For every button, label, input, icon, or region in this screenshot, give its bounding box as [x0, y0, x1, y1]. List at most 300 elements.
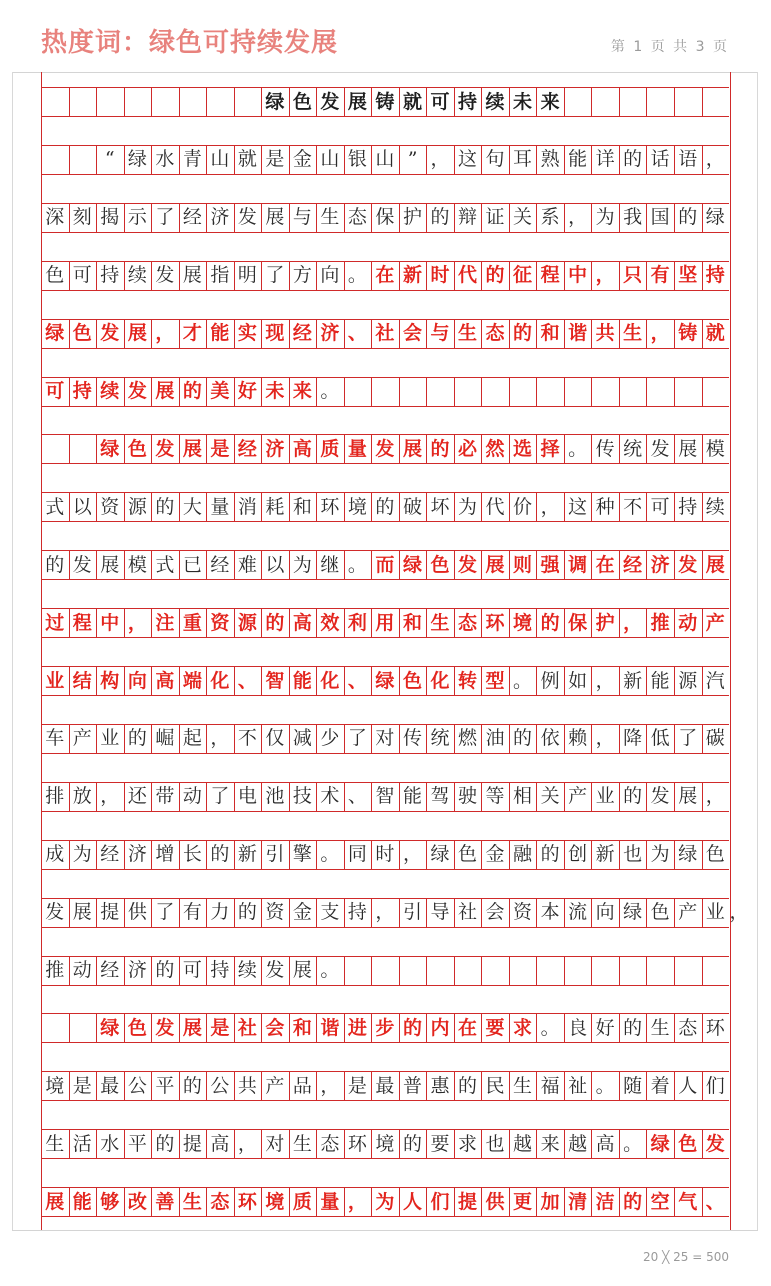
highlighted-char: 而	[375, 553, 395, 576]
highlighted-char: 绿	[650, 1132, 670, 1155]
essay-title-char: 未	[513, 90, 533, 113]
highlighted-char: 发	[705, 1132, 725, 1155]
essay-char: 人	[678, 1074, 698, 1097]
essay-char: ”	[407, 148, 418, 171]
essay-char: 护	[403, 206, 423, 229]
essay-char: 国	[650, 206, 670, 229]
highlighted-char: 共	[595, 322, 615, 345]
essay-char: 赖	[568, 727, 588, 750]
highlighted-char: 量	[320, 1190, 340, 1213]
highlighted-char: 绿	[375, 669, 395, 692]
highlighted-char: 铸	[678, 322, 698, 345]
essay-char: 消	[237, 495, 257, 518]
essay-char: 了	[155, 206, 175, 229]
highlighted-char: 转	[458, 669, 478, 692]
essay-char: 关	[540, 785, 560, 808]
highlighted-char: 的	[540, 611, 560, 634]
essay-char: 。	[568, 437, 588, 460]
essay-char: 还	[127, 785, 147, 808]
highlighted-char: 谐	[568, 322, 588, 345]
essay-char: 平	[127, 1132, 147, 1155]
highlighted-char: 在	[595, 553, 615, 576]
essay-char: 量	[210, 495, 230, 518]
essay-char: 池	[265, 785, 285, 808]
essay-char: 生	[292, 1132, 312, 1155]
essay-char: 高	[210, 1132, 230, 1155]
page-counter: 第 1 页 共 3 页	[610, 39, 729, 55]
essay-char: 惠	[430, 1074, 450, 1097]
essay-char: 示	[127, 206, 147, 229]
essay-char: 也	[485, 1132, 505, 1155]
highlighted-char: 实	[237, 322, 257, 345]
highlighted-char: 社	[375, 322, 395, 345]
essay-char: ，	[595, 669, 615, 692]
highlighted-char: 保	[568, 611, 588, 634]
essay-char: 的	[678, 206, 698, 229]
essay-char: 坏	[430, 495, 450, 518]
essay-char: 的	[403, 1132, 423, 1155]
essay-char: 资	[100, 495, 120, 518]
highlighted-char: 质	[320, 437, 340, 460]
essay-char: 式	[45, 495, 65, 518]
essay-char: 了	[155, 901, 175, 924]
essay-char: 例	[540, 669, 560, 692]
essay-char: 发	[237, 206, 257, 229]
essay-char: 油	[485, 727, 505, 750]
grid-cell-divider	[702, 87, 703, 116]
grid-cell-divider	[69, 145, 70, 174]
highlighted-char: 发	[127, 380, 147, 402]
grid-cell-divider	[344, 377, 345, 406]
highlighted-char: 空	[650, 1190, 670, 1213]
highlighted-char: 端	[182, 669, 202, 692]
essay-char: 耗	[265, 495, 285, 518]
highlighted-char: 洁	[595, 1190, 615, 1213]
grid-cell-divider	[124, 87, 125, 116]
grid-cell-divider	[344, 956, 345, 985]
essay-char: 智	[375, 785, 395, 808]
essay-char: 业	[595, 785, 615, 808]
essay-char: 的	[458, 1074, 478, 1097]
grid-cell-divider	[646, 87, 647, 116]
grid-cell-divider	[536, 956, 537, 985]
essay-char: 持	[347, 901, 367, 924]
highlighted-char: 选	[513, 437, 533, 460]
essay-char: ，	[403, 843, 423, 866]
highlighted-char: 经	[623, 553, 643, 576]
essay-char: 良	[568, 1016, 588, 1039]
essay-char: 态	[320, 1132, 340, 1155]
essay-char: 。	[347, 264, 367, 287]
grid-cell-divider	[674, 956, 675, 985]
essay-char: 了	[678, 727, 698, 750]
essay-char: 起	[182, 727, 202, 750]
highlighted-char: 择	[540, 437, 560, 460]
highlighted-char: 利	[347, 611, 367, 634]
essay-char: 不	[623, 495, 643, 518]
essay-char: 的	[623, 1016, 643, 1039]
essay-char: 色	[705, 843, 725, 866]
highlighted-char: 态	[210, 1190, 230, 1213]
essay-title-char: 续	[485, 90, 505, 113]
left-margin-rule	[12, 72, 13, 1230]
essay-char: 少	[320, 727, 340, 750]
essay-char: 相	[513, 785, 533, 808]
essay-char: 发	[650, 437, 670, 460]
highlighted-char: 效	[320, 611, 340, 634]
essay-char: ，	[729, 901, 749, 924]
essay-char: 来	[540, 1132, 560, 1155]
essay-char: 就	[237, 148, 257, 171]
highlighted-char: 展	[182, 1016, 202, 1039]
highlighted-char: 社	[237, 1016, 257, 1039]
essay-char: 提	[100, 901, 120, 924]
essay-char: 的	[430, 206, 450, 229]
essay-title-char: 就	[403, 90, 423, 113]
essay-char: 经	[210, 553, 230, 576]
highlighted-char: 的	[485, 264, 505, 287]
highlighted-char: 色	[72, 322, 92, 345]
grid-cell-divider	[564, 377, 565, 406]
grid-cell-divider	[151, 87, 152, 116]
essay-char: 能	[403, 785, 423, 808]
essay-char: 。	[540, 1016, 560, 1039]
essay-char: 们	[705, 1074, 725, 1097]
essay-char: 资	[265, 901, 285, 924]
essay-char: 福	[540, 1074, 560, 1097]
essay-char: 降	[623, 727, 643, 750]
highlighted-char: 才	[182, 322, 202, 345]
highlighted-char: 展	[182, 437, 202, 460]
essay-char: 绿	[430, 843, 450, 866]
essay-char: 新	[237, 843, 257, 866]
essay-char: 高	[595, 1132, 615, 1155]
essay-char: 生	[513, 1074, 533, 1097]
highlighted-char: 气	[678, 1190, 698, 1213]
essay-char: 经	[100, 959, 120, 981]
essay-char: 生	[650, 1016, 670, 1039]
essay-char: 是	[347, 1074, 367, 1097]
essay-char: 和	[292, 495, 312, 518]
highlighted-char: ，	[650, 322, 670, 345]
essay-char: 等	[485, 785, 505, 808]
grid-cell-divider	[96, 87, 97, 116]
grid-cell-divider	[564, 956, 565, 985]
essay-char: 展	[72, 901, 92, 924]
highlighted-char: 中	[100, 611, 120, 634]
highlighted-char: 则	[513, 553, 533, 576]
essay-char: 业	[100, 727, 120, 750]
essay-char: 公	[127, 1074, 147, 1097]
highlighted-char: 推	[650, 611, 670, 634]
essay-char: 依	[540, 727, 560, 750]
highlighted-char: 结	[72, 669, 92, 692]
essay-char: ，	[320, 1074, 340, 1097]
essay-char: 引	[403, 901, 423, 924]
essay-char: 随	[623, 1074, 643, 1097]
essay-char: 山	[375, 148, 395, 171]
highlighted-char: 必	[458, 437, 478, 460]
essay-char: 展	[678, 437, 698, 460]
highlighted-char: 程	[72, 611, 92, 634]
highlighted-char: 展	[155, 380, 175, 402]
highlighted-char: 用	[375, 611, 395, 634]
essay-char: 代	[485, 495, 505, 518]
essay-char: 公	[210, 1074, 230, 1097]
highlighted-char: 的	[182, 380, 202, 402]
essay-char: 继	[320, 553, 340, 576]
essay-char: 的	[45, 553, 65, 576]
essay-char: 金	[292, 148, 312, 171]
essay-char: 普	[403, 1074, 423, 1097]
highlighted-char: 和	[540, 322, 560, 345]
essay-char: 经	[182, 206, 202, 229]
essay-char: ，	[100, 785, 120, 808]
highlighted-char: 绿	[45, 322, 65, 345]
grid-cell-divider	[619, 87, 620, 116]
essay-char: 熟	[540, 148, 560, 171]
highlighted-char: 量	[347, 437, 367, 460]
essay-char: 展	[100, 553, 120, 576]
grid-cell-divider	[481, 377, 482, 406]
essay-char: 的	[127, 727, 147, 750]
highlighted-char: 来	[292, 380, 312, 402]
essay-char: 态	[347, 206, 367, 229]
essay-char: 持	[100, 264, 120, 287]
highlighted-char: 济	[650, 553, 670, 576]
essay-title-char: 发	[320, 90, 340, 113]
essay-char: 创	[568, 843, 588, 866]
essay-char: 是	[265, 148, 285, 171]
essay-char: 同	[347, 843, 367, 866]
essay-char: 水	[100, 1132, 120, 1155]
highlighted-char: 发	[100, 322, 120, 345]
essay-char: 展	[678, 785, 698, 808]
highlighted-char: 就	[705, 322, 725, 345]
essay-char: 平	[155, 1074, 175, 1097]
essay-char: 境	[45, 1074, 65, 1097]
essay-char: ，	[568, 206, 588, 229]
essay-char: 会	[485, 901, 505, 924]
essay-char: 民	[485, 1074, 505, 1097]
essay-char: 续	[237, 959, 257, 981]
highlighted-char: 坚	[678, 264, 698, 287]
essay-char: 车	[45, 727, 65, 750]
essay-char: 为	[458, 495, 478, 518]
essay-char: 这	[458, 148, 478, 171]
essay-char: 新	[623, 669, 643, 692]
essay-char: 保	[375, 206, 395, 229]
essay-char: 传	[403, 727, 423, 750]
essay-char: 青	[182, 148, 202, 171]
grid-cell-divider	[591, 87, 592, 116]
essay-char: 深	[45, 206, 65, 229]
highlighted-char: 态	[458, 611, 478, 634]
essay-char: 、	[347, 785, 367, 808]
highlighted-char: 能	[292, 669, 312, 692]
highlighted-char: 的	[513, 322, 533, 345]
essay-char: ，	[210, 727, 230, 750]
essay-char: 方	[292, 264, 312, 287]
essay-char: 技	[292, 785, 312, 808]
grid-cell-divider	[702, 956, 703, 985]
essay-char: 发	[45, 901, 65, 924]
highlighted-char: 过	[45, 611, 65, 634]
essay-title-char: 可	[430, 90, 450, 113]
essay-char: 难	[237, 553, 257, 576]
essay-char: 力	[210, 901, 230, 924]
highlighted-char: 色	[678, 1132, 698, 1155]
highlighted-char: 可	[45, 380, 65, 402]
essay-char: 环	[347, 1132, 367, 1155]
highlighted-char: 业	[45, 669, 65, 692]
essay-char: 求	[458, 1132, 478, 1155]
essay-char: 向	[595, 901, 615, 924]
highlighted-char: 现	[265, 322, 285, 345]
essay-char: 话	[650, 148, 670, 171]
highlighted-char: 经	[292, 322, 312, 345]
essay-char: 成	[45, 843, 65, 866]
essay-char: 发	[650, 785, 670, 808]
highlighted-char: 能	[72, 1190, 92, 1213]
grid-cell-divider	[702, 377, 703, 406]
essay-char: 系	[540, 206, 560, 229]
essay-char: 可	[650, 495, 670, 518]
essay-char: 境	[347, 495, 367, 518]
essay-char: 放	[72, 785, 92, 808]
highlighted-char: 够	[100, 1190, 120, 1213]
footer-rule	[12, 1230, 758, 1231]
highlighted-char: 只	[623, 264, 643, 287]
highlighted-char: 清	[568, 1190, 588, 1213]
essay-char: 刻	[72, 206, 92, 229]
essay-char: 济	[210, 206, 230, 229]
essay-char: 式	[155, 553, 175, 576]
essay-char: 也	[623, 843, 643, 866]
grid-cell-divider	[399, 377, 400, 406]
essay-char: 动	[182, 785, 202, 808]
highlighted-char: 续	[100, 380, 120, 402]
essay-char: 。	[320, 959, 340, 981]
highlighted-char: 人	[403, 1190, 423, 1213]
highlighted-char: 生	[623, 322, 643, 345]
essay-char: 统	[430, 727, 450, 750]
grid-cell-divider	[591, 956, 592, 985]
highlighted-char: 展	[705, 553, 725, 576]
highlighted-char: 会	[265, 1016, 285, 1039]
grid-cell-divider	[69, 434, 70, 463]
essay-char: 我	[623, 206, 643, 229]
essay-char: 模	[705, 437, 725, 460]
highlighted-char: 持	[72, 380, 92, 402]
highlighted-char: 为	[375, 1190, 395, 1213]
essay-char: 生	[320, 206, 340, 229]
essay-char: 业	[705, 901, 725, 924]
essay-char: 的	[155, 495, 175, 518]
essay-char: 种	[595, 495, 615, 518]
essay-char: 资	[513, 901, 533, 924]
essay-char: 关	[513, 206, 533, 229]
right-margin-rule	[757, 72, 758, 1230]
essay-char: 色	[650, 901, 670, 924]
essay-char: 要	[430, 1132, 450, 1155]
highlighted-char: 是	[210, 437, 230, 460]
highlighted-char: 高	[155, 669, 175, 692]
essay-char: 的	[155, 1132, 175, 1155]
essay-char: 句	[485, 148, 505, 171]
highlighted-char: 源	[237, 611, 257, 634]
highlighted-char: 内	[430, 1016, 450, 1039]
essay-char: 祉	[568, 1074, 588, 1097]
essay-char: 环	[320, 495, 340, 518]
highlighted-char: 智	[265, 669, 285, 692]
essay-char: 济	[127, 843, 147, 866]
essay-char: 着	[650, 1074, 670, 1097]
highlighted-char: 调	[568, 553, 588, 576]
essay-char: 最	[100, 1074, 120, 1097]
grid-cell-divider	[69, 87, 70, 116]
highlighted-char: 然	[485, 437, 505, 460]
highlighted-char: 高	[292, 437, 312, 460]
highlighted-char: 强	[540, 553, 560, 576]
highlighted-char: ，	[155, 322, 175, 345]
essay-char: 驶	[458, 785, 478, 808]
highlighted-char: 更	[513, 1190, 533, 1213]
essay-char: 绿	[705, 206, 725, 229]
essay-char: 。	[623, 1132, 643, 1155]
essay-char: 活	[72, 1132, 92, 1155]
essay-char: 越	[513, 1132, 533, 1155]
essay-char: 山	[210, 148, 230, 171]
essay-char: 对	[375, 727, 395, 750]
highlighted-char: 发	[155, 437, 175, 460]
highlighted-char: 生	[458, 322, 478, 345]
essay-char: 引	[265, 843, 285, 866]
highlighted-char: 改	[127, 1190, 147, 1213]
highlighted-char: 济	[320, 322, 340, 345]
highlighted-char: 展	[45, 1190, 65, 1213]
highlighted-char: 绿	[100, 437, 120, 460]
highlighted-char: ，	[623, 611, 643, 634]
grid-cell-divider	[619, 956, 620, 985]
essay-char: 态	[678, 1016, 698, 1039]
essay-char: 色	[458, 843, 478, 866]
essay-char: 增	[155, 843, 175, 866]
essay-char: 源	[678, 669, 698, 692]
essay-char: 新	[595, 843, 615, 866]
highlighted-char: 构	[100, 669, 120, 692]
essay-char: 济	[127, 959, 147, 981]
essay-char: 长	[182, 843, 202, 866]
essay-char: 的	[623, 785, 643, 808]
essay-char: 破	[403, 495, 423, 518]
essay-char: 发	[72, 553, 92, 576]
highlighted-char: 要	[485, 1016, 505, 1039]
essay-char: 产	[72, 727, 92, 750]
highlighted-char: 态	[485, 322, 505, 345]
essay-char: 减	[292, 727, 312, 750]
essay-char: 绿	[623, 901, 643, 924]
essay-char: 为	[595, 206, 615, 229]
highlighted-char: 程	[540, 264, 560, 287]
highlighted-char: 产	[705, 611, 725, 634]
essay-char: 燃	[458, 727, 478, 750]
essay-char: 色	[45, 264, 65, 287]
highlighted-char: 、	[347, 669, 367, 692]
highlighted-char: 谐	[320, 1016, 340, 1039]
highlighted-char: ，	[595, 264, 615, 287]
highlighted-char: 绿	[100, 1016, 120, 1039]
